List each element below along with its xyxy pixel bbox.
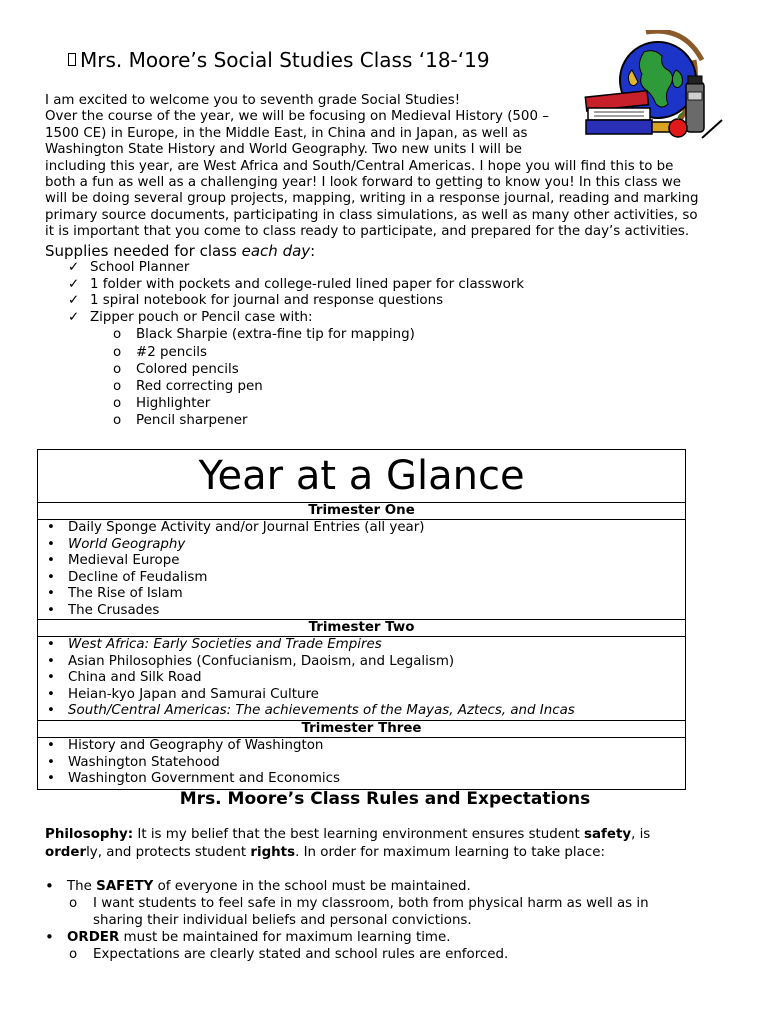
pouch-item-label: Red correcting pen [136,378,263,394]
trimester-one-heading: Trimester One [38,503,685,520]
trimester-three-heading: Trimester Three [38,721,685,738]
pouch-item-label: Colored pencils [136,361,239,377]
intro-line: primary source documents, participating in class simulations, as well as many other activities, so [45,207,698,223]
list-item [113,378,524,395]
page-title-text: Mrs. Moore’s Social Studies Class ‘18-‘19 [80,48,490,72]
list-item: • Decline of Feudalism [38,570,685,587]
list-item [68,260,524,277]
list-item: • World Geography [38,537,685,554]
supply-item-label: 1 spiral notebook for journal and response questions [90,293,444,309]
rule-detail-line: sharing their individual beliefs and personal convictions. [93,913,472,928]
rule-order [45,929,735,946]
list-item: • West Africa: Early Societies and Trade Empires [38,637,685,654]
checkmark-icon: ✓ [68,276,80,292]
list-item [113,326,524,343]
circle-bullet-icon: o [113,378,122,394]
rule-bold: SAFETY [96,879,154,894]
philosophy-bold-order: order [45,844,87,860]
supply-item-label: Zipper pouch or Pencil case with: [90,309,313,325]
list-item: • The Crusades [38,603,685,620]
supply-item-label: School Planner [90,260,190,275]
list-item: • China and Silk Road [38,670,685,687]
circle-bullet-icon: o [113,413,122,429]
philosophy-line-2 [45,844,735,862]
trimester-two-heading: Trimester Two [38,620,685,637]
intro-line: Washington State History and World Geography. Two new units I will be [45,142,522,158]
box-glyph-icon [68,53,76,66]
list-item [68,310,524,430]
philosophy-text: ly, and protects student [86,844,251,860]
list-item [68,277,524,294]
pouch-item-label: Pencil sharpener [136,413,248,429]
philosophy-text: , is [631,827,651,842]
rules-list [45,878,735,963]
list-item: • The Rise of Islam [38,586,685,603]
intro-line: I am excited to welcome you to seventh grade Social Studies! [45,93,461,108]
rule-bold: ORDER [67,930,120,945]
philosophy-paragraph [45,826,735,861]
intro-line: both a fun as well as a challenging year! I look forward to getting to know you! In this class we [45,175,681,191]
supplies-heading-emphasis: each day [241,242,311,260]
list-item: • History and Geography of Washington [38,738,685,755]
circle-bullet-icon: o [113,361,122,377]
rules-heading: Mrs. Moore’s Class Rules and Expectations [179,789,591,809]
checkmark-icon: ✓ [68,309,80,325]
circle-bullet-icon: o [113,396,122,412]
list-item: • Asian Philosophies (Confucianism, Daoism, and Legalism) [38,654,685,671]
pouch-sub-list [68,326,524,429]
intro-paragraph [45,93,727,241]
list-item: • Medieval Europe [38,553,685,570]
list-item: • Heian-kyo Japan and Samurai Culture [38,687,685,704]
list-item: • Daily Sponge Activity and/or Journal Entries (all year) [38,520,685,537]
rule-text: must be maintained for maximum learning time. [119,930,451,945]
list-item: • South/Central Americas: The achievements of the Mayas, Aztecs, and Incas [38,703,685,720]
list-item: • Washington Statehood [38,755,685,772]
checkmark-icon: ✓ [68,260,80,275]
trimester-two-topics [38,637,685,721]
trimester-three-topics [38,738,685,788]
page-title [68,48,490,72]
circle-bullet-icon: o [69,947,78,962]
rule-detail-line: Expectations are clearly stated and school rules are enforced. [93,947,509,962]
philosophy-text: . In order for maximum learning to take place: [295,844,605,860]
intro-line: Over the course of the year, we will be focusing on Medieval History (500 – [45,109,549,125]
glance-title: Year at a Glance [38,450,685,503]
supplies-heading [45,242,315,260]
rule-detail-line: I want students to feel safe in my classroom, both from physical harm as well as in [93,896,649,911]
circle-bullet-icon: o [113,327,122,343]
list-item [113,344,524,361]
pouch-item-label: Highlighter [136,396,211,412]
intro-line: will be doing several group projects, mapping, writing in a response journal, reading and marking [45,191,699,207]
trimester-one-topics [38,520,685,620]
list-item [113,361,524,378]
philosophy-line-1 [45,826,735,844]
list-item [113,395,524,412]
list-item: • Washington Government and Economics [38,771,685,788]
circle-bullet-icon: o [69,896,78,911]
intro-line: 1500 CE) in Europe, in the Middle East, in China and in Japan, as well as [45,125,528,141]
checkmark-icon: ✓ [68,293,80,309]
rule-order-detail [45,946,735,963]
list-item [68,293,524,310]
philosophy-text: It is my belief that the best learning environment ensures student [133,827,585,842]
supplies-heading-colon: : [310,242,316,260]
pouch-item-label: #2 pencils [136,344,208,360]
pouch-item-label: Black Sharpie (extra-fine tip for mapping) [136,327,415,343]
supply-list [68,260,524,430]
supply-item-label: 1 folder with pockets and college-ruled lined paper for classwork [90,276,525,292]
philosophy-bold-rights: rights [250,844,296,860]
supplies-heading-text: Supplies needed for class [45,242,242,260]
rule-safety-detail [45,895,735,929]
philosophy-bold-safety: safety [584,827,632,842]
intro-line: it is important that you come to class ready to participate, and prepared for the day’s activities. [45,224,690,240]
circle-bullet-icon: o [113,344,122,360]
intro-line: including this year, are West Africa and South/Central Americas. I hope you will find this to be [45,158,674,174]
rule-text: The [67,879,97,894]
rule-text: of everyone in the school must be maintained. [153,879,471,894]
philosophy-label: Philosophy: [45,827,134,842]
year-at-a-glance-table [37,449,686,790]
list-item [113,412,524,429]
rule-safety [45,878,735,895]
